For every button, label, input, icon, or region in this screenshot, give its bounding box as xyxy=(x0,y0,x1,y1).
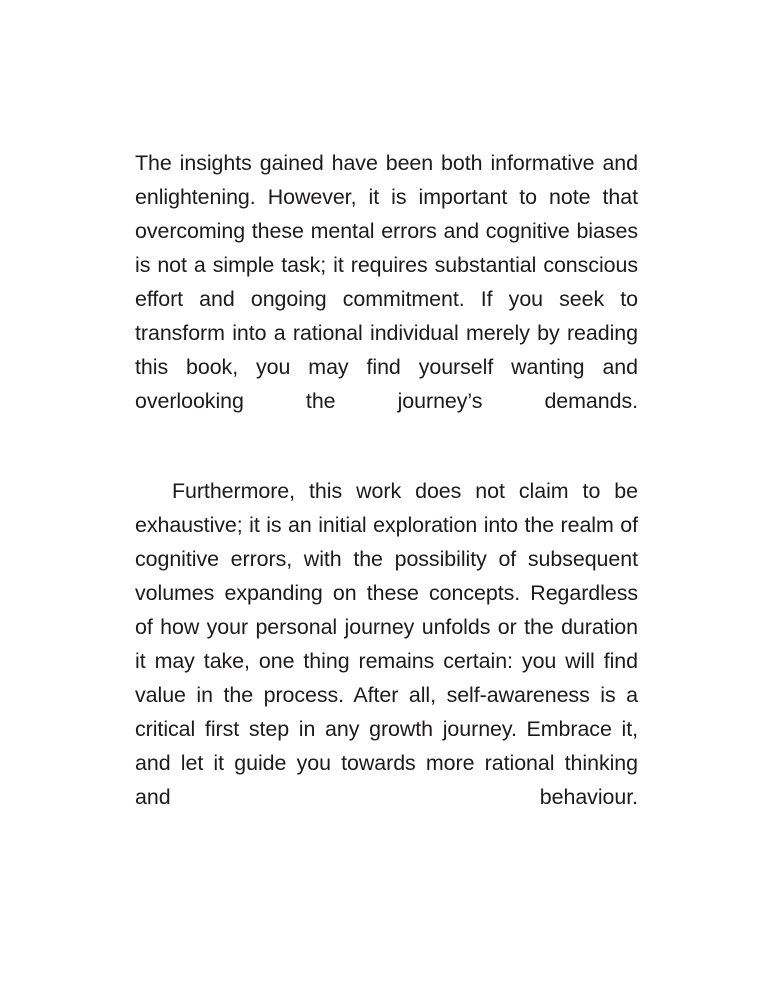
body-paragraph-1: The insights gained have been both informative and enlightening. However, it is important to note that overcoming these mental errors and cognitive biases is not a simple task; it requires substantial conscious effort and ongoing commitment. If you seek to transform into a rational individual merely by reading this book, you may find yourself wanting and overlooking the journey’s demands. xyxy=(135,151,638,413)
body-paragraph-2: Furthermore, this work does not claim to be exhaustive; it is an initial exploration into the realm of cognitive errors, with the possibility of subsequent volumes expanding on these concepts. Regardless of how your personal journey unfolds or the duration it may take, one thing remains certain: you will find value in the process. After all, self-awareness is a critical first step in any growth journey. Embrace it, and let it guide you towards more rational thinking and behaviour. xyxy=(135,479,638,809)
body-text-block xyxy=(135,146,638,848)
